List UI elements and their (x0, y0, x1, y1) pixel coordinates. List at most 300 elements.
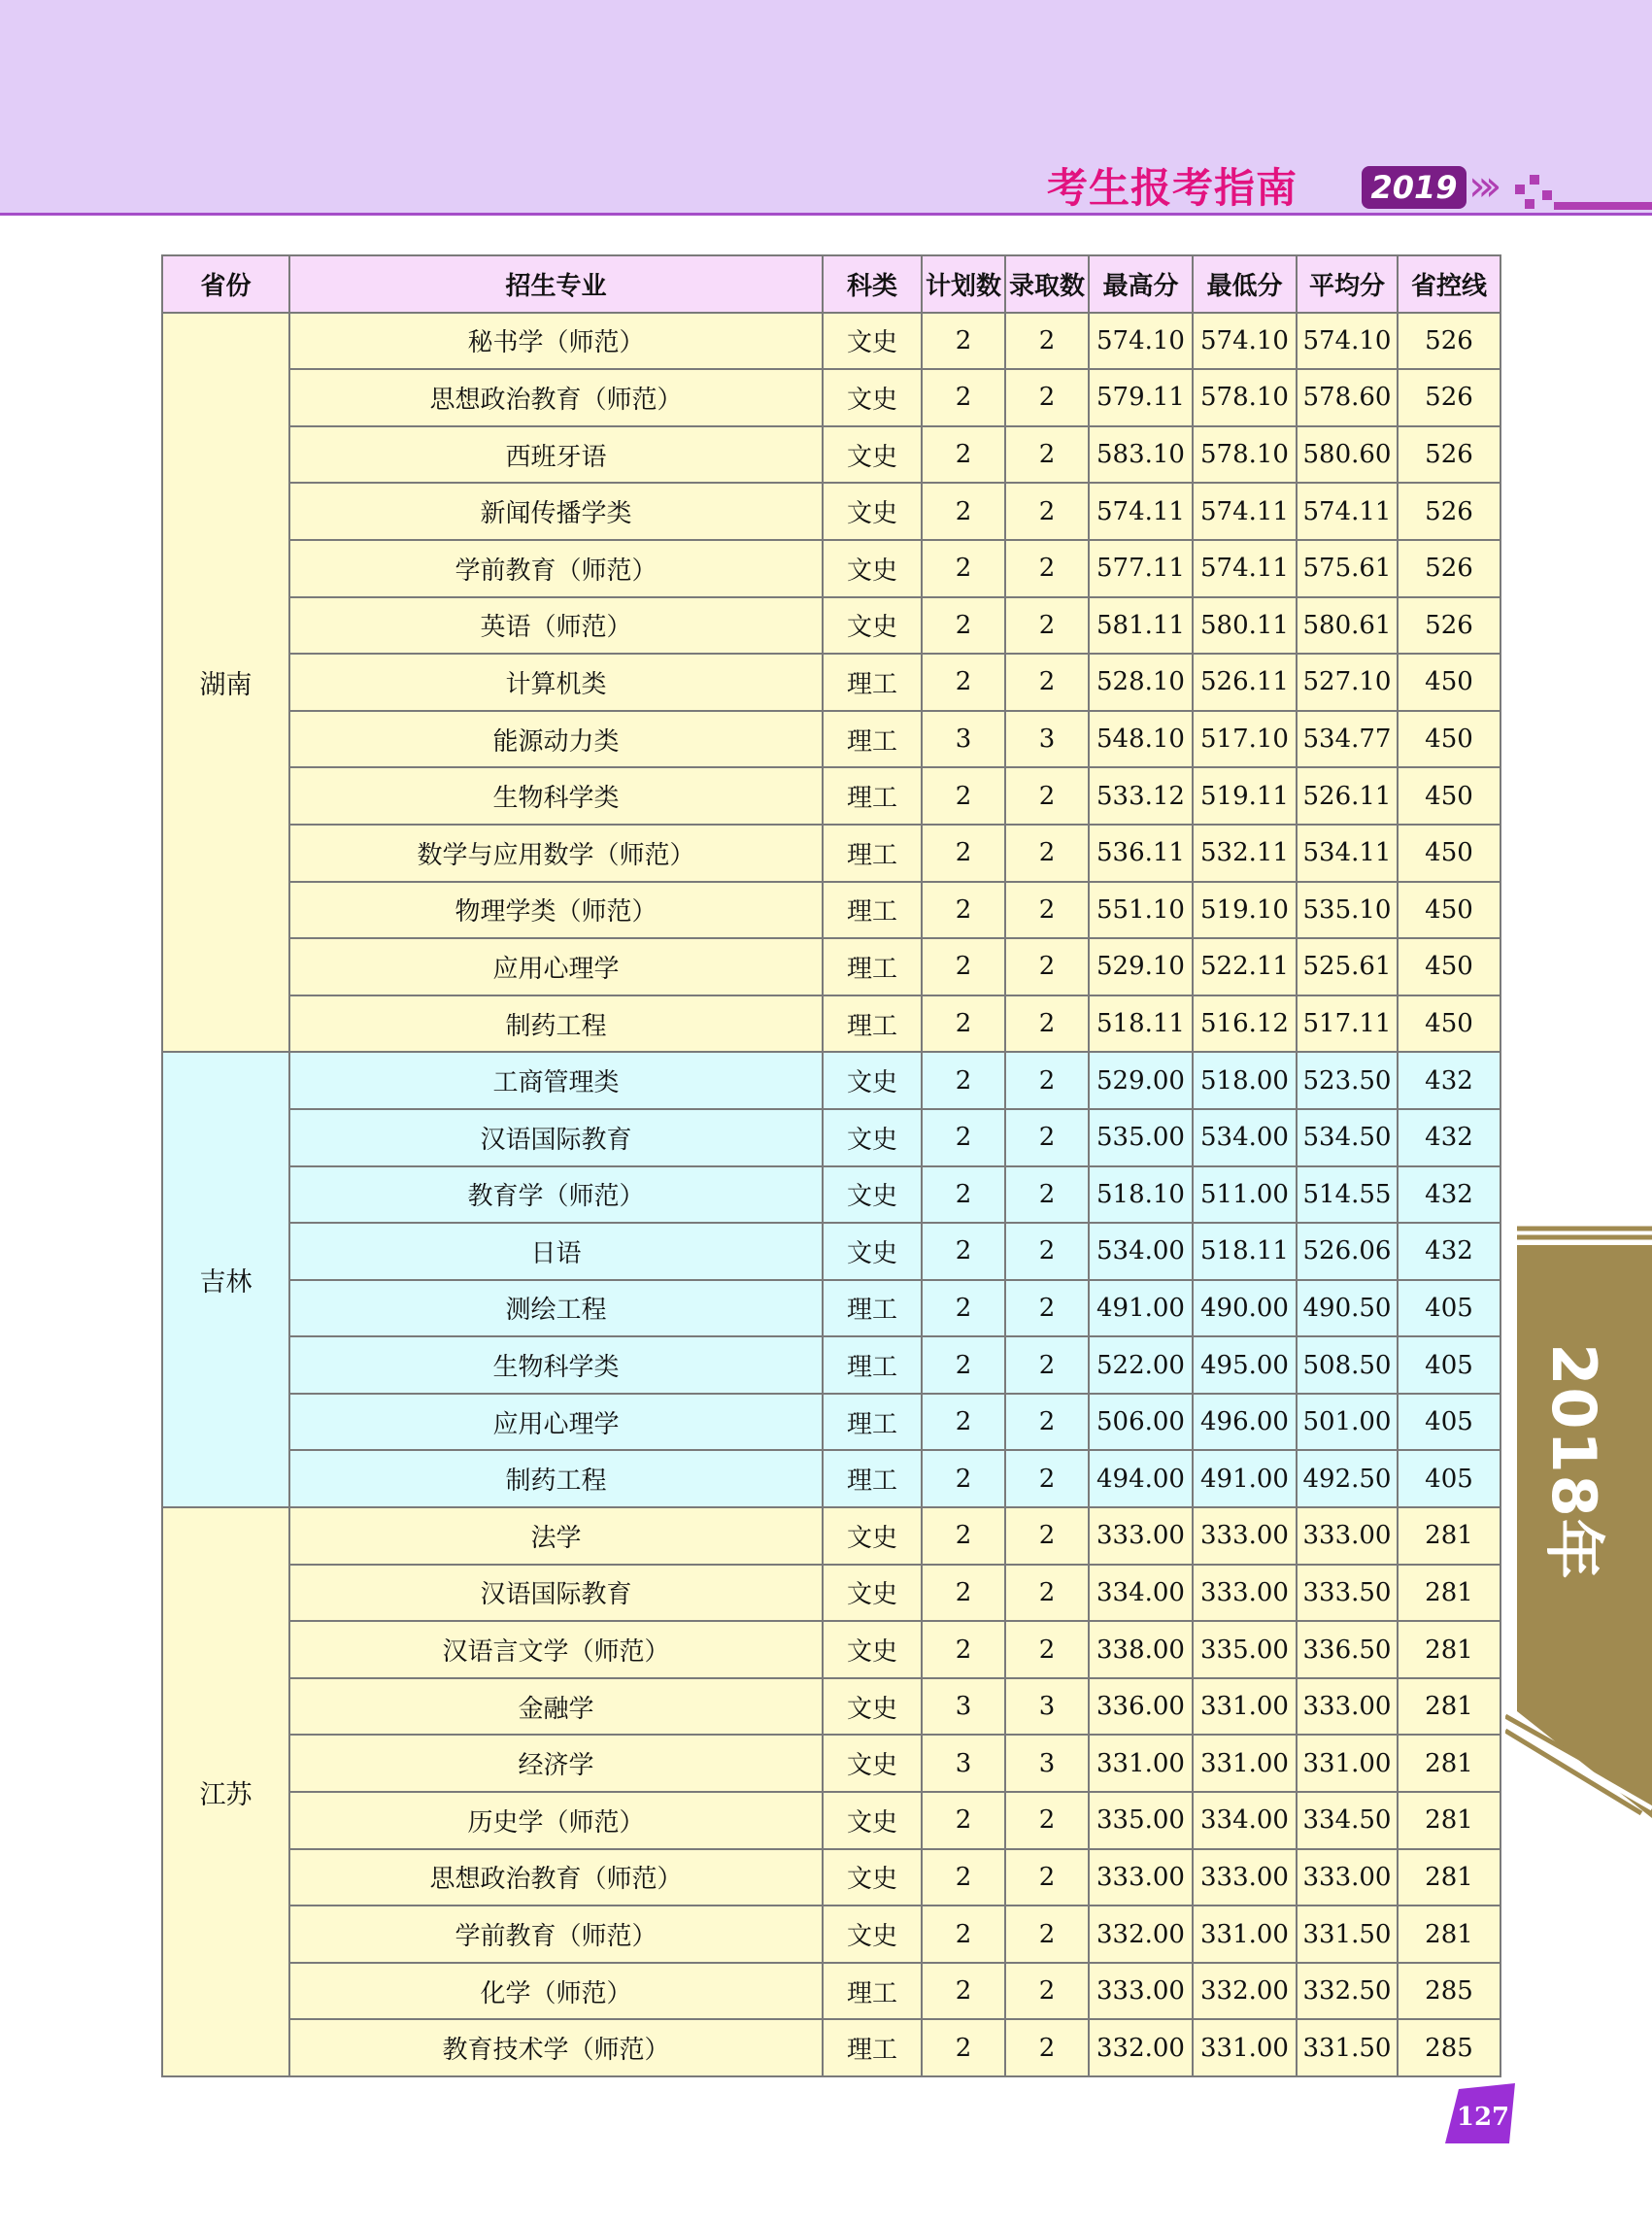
min-score-cell: 331.00 (1193, 1735, 1297, 1792)
avg-score-cell: 333.00 (1297, 1849, 1398, 1906)
min-score-cell: 331.00 (1193, 2019, 1297, 2076)
avg-score-cell: 534.11 (1297, 825, 1398, 882)
major-cell: 物理学类（师范） (289, 882, 823, 939)
column-header: 科类 (823, 255, 922, 313)
max-score-cell: 333.00 (1089, 1507, 1193, 1565)
category-cell: 文史 (823, 1906, 922, 1963)
table-row (162, 1166, 1500, 1224)
max-score-cell: 332.00 (1089, 2019, 1193, 2076)
plan-count-cell: 2 (922, 1621, 1005, 1678)
avg-score-cell: 527.10 (1297, 654, 1398, 711)
category-cell: 文史 (823, 426, 922, 484)
table-header-row (162, 255, 1500, 313)
plan-count-cell: 2 (922, 369, 1005, 426)
major-cell: 学前教育（师范） (289, 1906, 823, 1963)
control-line-cell: 450 (1398, 995, 1500, 1053)
min-score-cell: 332.00 (1193, 1963, 1297, 2020)
min-score-cell: 333.00 (1193, 1849, 1297, 1906)
major-cell: 工商管理类 (289, 1052, 823, 1109)
plan-count-cell: 2 (922, 1906, 1005, 1963)
category-cell: 理工 (823, 1280, 922, 1337)
control-line-cell: 281 (1398, 1565, 1500, 1622)
major-cell: 汉语国际教育 (289, 1565, 823, 1622)
pixel-decoration-icon (1515, 185, 1525, 194)
max-score-cell: 583.10 (1089, 426, 1193, 484)
max-score-cell: 336.00 (1089, 1678, 1193, 1736)
control-line-cell: 450 (1398, 882, 1500, 939)
table-row (162, 483, 1500, 540)
table-row (162, 767, 1500, 825)
min-score-cell: 334.00 (1193, 1792, 1297, 1849)
table-row (162, 1450, 1500, 1507)
avg-score-cell: 490.50 (1297, 1280, 1398, 1337)
category-cell: 文史 (823, 1678, 922, 1736)
avg-score-cell: 331.50 (1297, 1906, 1398, 1963)
table-row (162, 540, 1500, 597)
plan-count-cell: 2 (922, 654, 1005, 711)
control-line-cell: 281 (1398, 1849, 1500, 1906)
table-row (162, 1906, 1500, 1963)
table-row (162, 1621, 1500, 1678)
major-cell: 应用心理学 (289, 938, 823, 995)
avg-score-cell: 526.06 (1297, 1223, 1398, 1280)
major-cell: 法学 (289, 1507, 823, 1565)
table-row (162, 1109, 1500, 1166)
table-row (162, 1792, 1500, 1849)
major-cell: 生物科学类 (289, 1336, 823, 1394)
plan-count-cell: 2 (922, 1963, 1005, 2020)
min-score-cell: 331.00 (1193, 1906, 1297, 1963)
avg-score-cell: 574.11 (1297, 483, 1398, 540)
admitted-count-cell: 2 (1005, 938, 1089, 995)
control-line-cell: 526 (1398, 369, 1500, 426)
major-cell: 新闻传播学类 (289, 483, 823, 540)
max-score-cell: 577.11 (1089, 540, 1193, 597)
category-cell: 文史 (823, 1507, 922, 1565)
table-row (162, 938, 1500, 995)
category-cell: 文史 (823, 1166, 922, 1224)
plan-count-cell: 3 (922, 711, 1005, 768)
avg-score-cell: 574.10 (1297, 313, 1398, 370)
min-score-cell: 519.11 (1193, 767, 1297, 825)
category-cell: 理工 (823, 938, 922, 995)
category-cell: 理工 (823, 711, 922, 768)
plan-count-cell: 2 (922, 1394, 1005, 1451)
admitted-count-cell: 2 (1005, 483, 1089, 540)
major-cell: 计算机类 (289, 654, 823, 711)
avg-score-cell: 333.50 (1297, 1565, 1398, 1622)
major-cell: 能源动力类 (289, 711, 823, 768)
admitted-count-cell: 2 (1005, 1963, 1089, 2020)
major-cell: 西班牙语 (289, 426, 823, 484)
control-line-cell: 405 (1398, 1450, 1500, 1507)
admitted-count-cell: 2 (1005, 1166, 1089, 1224)
avg-score-cell: 333.00 (1297, 1507, 1398, 1565)
avg-score-cell: 501.00 (1297, 1394, 1398, 1451)
max-score-cell: 574.10 (1089, 313, 1193, 370)
avg-score-cell: 535.10 (1297, 882, 1398, 939)
control-line-cell: 285 (1398, 1963, 1500, 2020)
table-row (162, 1223, 1500, 1280)
avg-score-cell: 580.61 (1297, 597, 1398, 655)
guide-title: 考生报考指南 (1047, 164, 1298, 212)
admitted-count-cell: 2 (1005, 540, 1089, 597)
min-score-cell: 517.10 (1193, 711, 1297, 768)
column-header: 录取数 (1005, 255, 1089, 313)
category-cell: 理工 (823, 825, 922, 882)
plan-count-cell: 2 (922, 1565, 1005, 1622)
avg-score-cell: 578.60 (1297, 369, 1398, 426)
admitted-count-cell: 2 (1005, 825, 1089, 882)
column-header: 计划数 (922, 255, 1005, 313)
major-cell: 经济学 (289, 1735, 823, 1792)
control-line-cell: 281 (1398, 1735, 1500, 1792)
min-score-cell: 522.11 (1193, 938, 1297, 995)
header-rule (0, 213, 1652, 216)
max-score-cell: 574.11 (1089, 483, 1193, 540)
max-score-cell: 335.00 (1089, 1792, 1193, 1849)
category-cell: 文史 (823, 483, 922, 540)
table-row (162, 711, 1500, 768)
control-line-cell: 432 (1398, 1166, 1500, 1224)
avg-score-cell: 508.50 (1297, 1336, 1398, 1394)
major-cell: 教育技术学（师范） (289, 2019, 823, 2076)
admitted-count-cell: 2 (1005, 767, 1089, 825)
control-line-cell: 281 (1398, 1792, 1500, 1849)
category-cell: 文史 (823, 1052, 922, 1109)
admitted-count-cell: 2 (1005, 2019, 1089, 2076)
admitted-count-cell: 3 (1005, 1735, 1089, 1792)
control-line-cell: 405 (1398, 1336, 1500, 1394)
admitted-count-cell: 2 (1005, 654, 1089, 711)
side-year-text: 2018年 (1537, 1342, 1609, 1581)
admitted-count-cell: 2 (1005, 313, 1089, 370)
avg-score-cell: 525.61 (1297, 938, 1398, 995)
plan-count-cell: 2 (922, 313, 1005, 370)
category-cell: 文史 (823, 1735, 922, 1792)
admitted-count-cell: 2 (1005, 597, 1089, 655)
max-score-cell: 534.00 (1089, 1223, 1193, 1280)
avg-score-cell: 333.00 (1297, 1678, 1398, 1736)
max-score-cell: 535.00 (1089, 1109, 1193, 1166)
min-score-cell: 580.11 (1193, 597, 1297, 655)
control-line-cell: 432 (1398, 1052, 1500, 1109)
max-score-cell: 528.10 (1089, 654, 1193, 711)
admitted-count-cell: 2 (1005, 1280, 1089, 1337)
max-score-cell: 332.00 (1089, 1906, 1193, 1963)
avg-score-cell: 523.50 (1297, 1052, 1398, 1109)
max-score-cell: 581.11 (1089, 597, 1193, 655)
min-score-cell: 574.11 (1193, 540, 1297, 597)
control-line-cell: 450 (1398, 825, 1500, 882)
admitted-count-cell: 2 (1005, 1223, 1089, 1280)
major-cell: 测绘工程 (289, 1280, 823, 1337)
category-cell: 理工 (823, 654, 922, 711)
max-score-cell: 494.00 (1089, 1450, 1193, 1507)
table-row (162, 1394, 1500, 1451)
control-line-cell: 450 (1398, 711, 1500, 768)
control-line-cell: 526 (1398, 483, 1500, 540)
admitted-count-cell: 2 (1005, 1394, 1089, 1451)
max-score-cell: 491.00 (1089, 1280, 1193, 1337)
min-score-cell: 578.10 (1193, 426, 1297, 484)
province-cell: 湖南 (162, 313, 289, 1053)
max-score-cell: 579.11 (1089, 369, 1193, 426)
category-cell: 文史 (823, 1223, 922, 1280)
admitted-count-cell: 2 (1005, 1507, 1089, 1565)
admitted-count-cell: 2 (1005, 426, 1089, 484)
max-score-cell: 548.10 (1089, 711, 1193, 768)
category-cell: 理工 (823, 1963, 922, 2020)
table-row (162, 654, 1500, 711)
admitted-count-cell: 2 (1005, 1621, 1089, 1678)
admitted-count-cell: 2 (1005, 369, 1089, 426)
table-row (162, 597, 1500, 655)
table-row (162, 1052, 1500, 1109)
table-row (162, 1678, 1500, 1736)
max-score-cell: 333.00 (1089, 1849, 1193, 1906)
min-score-cell: 491.00 (1193, 1450, 1297, 1507)
avg-score-cell: 514.55 (1297, 1166, 1398, 1224)
control-line-cell: 526 (1398, 313, 1500, 370)
major-cell: 金融学 (289, 1678, 823, 1736)
min-score-cell: 532.11 (1193, 825, 1297, 882)
major-cell: 化学（师范） (289, 1963, 823, 2020)
plan-count-cell: 2 (922, 540, 1005, 597)
max-score-cell: 533.12 (1089, 767, 1193, 825)
plan-count-cell: 2 (922, 483, 1005, 540)
avg-score-cell: 331.50 (1297, 2019, 1398, 2076)
control-line-cell: 281 (1398, 1507, 1500, 1565)
category-cell: 理工 (823, 882, 922, 939)
plan-count-cell: 2 (922, 1336, 1005, 1394)
table-row (162, 1507, 1500, 1565)
plan-count-cell: 2 (922, 1166, 1005, 1224)
table-row (162, 1849, 1500, 1906)
control-line-cell: 450 (1398, 767, 1500, 825)
min-score-cell: 333.00 (1193, 1565, 1297, 1622)
table-row (162, 1280, 1500, 1337)
pixel-decoration-icon (1525, 199, 1534, 209)
table-row (162, 882, 1500, 939)
admitted-count-cell: 2 (1005, 1052, 1089, 1109)
admitted-count-cell: 3 (1005, 711, 1089, 768)
avg-score-cell: 534.50 (1297, 1109, 1398, 1166)
min-score-cell: 518.11 (1193, 1223, 1297, 1280)
plan-count-cell: 3 (922, 1735, 1005, 1792)
avg-score-cell: 492.50 (1297, 1450, 1398, 1507)
major-cell: 应用心理学 (289, 1394, 823, 1451)
min-score-cell: 574.10 (1193, 313, 1297, 370)
min-score-cell: 331.00 (1193, 1678, 1297, 1736)
column-header: 最高分 (1089, 255, 1193, 313)
min-score-cell: 534.00 (1193, 1109, 1297, 1166)
guide-year-badge: 2019 (1362, 166, 1467, 209)
category-cell: 文史 (823, 313, 922, 370)
max-score-cell: 331.00 (1089, 1735, 1193, 1792)
max-score-cell: 338.00 (1089, 1621, 1193, 1678)
category-cell: 文史 (823, 369, 922, 426)
min-score-cell: 335.00 (1193, 1621, 1297, 1678)
category-cell: 文史 (823, 1792, 922, 1849)
plan-count-cell: 3 (922, 1678, 1005, 1736)
column-header: 最低分 (1193, 255, 1297, 313)
control-line-cell: 432 (1398, 1109, 1500, 1166)
plan-count-cell: 2 (922, 825, 1005, 882)
control-line-cell: 405 (1398, 1280, 1500, 1337)
category-cell: 文史 (823, 597, 922, 655)
min-score-cell: 511.00 (1193, 1166, 1297, 1224)
avg-score-cell: 526.11 (1297, 767, 1398, 825)
table-row (162, 313, 1500, 370)
plan-count-cell: 2 (922, 1052, 1005, 1109)
major-cell: 制药工程 (289, 1450, 823, 1507)
table-row (162, 1963, 1500, 2020)
category-cell: 文史 (823, 1565, 922, 1622)
max-score-cell: 506.00 (1089, 1394, 1193, 1451)
category-cell: 文史 (823, 540, 922, 597)
major-cell: 数学与应用数学（师范） (289, 825, 823, 882)
admitted-count-cell: 2 (1005, 1450, 1089, 1507)
major-cell: 思想政治教育（师范） (289, 1849, 823, 1906)
control-line-cell: 281 (1398, 1621, 1500, 1678)
category-cell: 理工 (823, 1336, 922, 1394)
min-score-cell: 526.11 (1193, 654, 1297, 711)
pixel-decoration-icon (1530, 175, 1539, 185)
table-row (162, 1735, 1500, 1792)
control-line-cell: 281 (1398, 1906, 1500, 1963)
column-header: 招生专业 (289, 255, 823, 313)
plan-count-cell: 2 (922, 1223, 1005, 1280)
min-score-cell: 496.00 (1193, 1394, 1297, 1451)
table-row (162, 1336, 1500, 1394)
control-line-cell: 450 (1398, 938, 1500, 995)
major-cell: 教育学（师范） (289, 1166, 823, 1224)
plan-count-cell: 2 (922, 1849, 1005, 1906)
avg-score-cell: 517.11 (1297, 995, 1398, 1053)
category-cell: 理工 (823, 995, 922, 1053)
plan-count-cell: 2 (922, 1450, 1005, 1507)
control-line-cell: 405 (1398, 1394, 1500, 1451)
table-row (162, 2019, 1500, 2076)
avg-score-cell: 534.77 (1297, 711, 1398, 768)
major-cell: 历史学（师范） (289, 1792, 823, 1849)
min-score-cell: 495.00 (1193, 1336, 1297, 1394)
major-cell: 日语 (289, 1223, 823, 1280)
plan-count-cell: 2 (922, 882, 1005, 939)
avg-score-cell: 334.50 (1297, 1792, 1398, 1849)
plan-count-cell: 2 (922, 1792, 1005, 1849)
max-score-cell: 518.11 (1089, 995, 1193, 1053)
admitted-count-cell: 2 (1005, 1109, 1089, 1166)
plan-count-cell: 2 (922, 426, 1005, 484)
major-cell: 制药工程 (289, 995, 823, 1053)
major-cell: 秘书学（师范） (289, 313, 823, 370)
control-line-cell: 526 (1398, 597, 1500, 655)
control-line-cell: 526 (1398, 426, 1500, 484)
admitted-count-cell: 2 (1005, 1336, 1089, 1394)
admitted-count-cell: 2 (1005, 1792, 1089, 1849)
plan-count-cell: 2 (922, 2019, 1005, 2076)
category-cell: 文史 (823, 1109, 922, 1166)
avg-score-cell: 580.60 (1297, 426, 1398, 484)
major-cell: 思想政治教育（师范） (289, 369, 823, 426)
table-row (162, 426, 1500, 484)
major-cell: 汉语言文学（师范） (289, 1621, 823, 1678)
category-cell: 理工 (823, 1450, 922, 1507)
admitted-count-cell: 2 (1005, 1849, 1089, 1906)
table-row (162, 369, 1500, 426)
category-cell: 文史 (823, 1849, 922, 1906)
max-score-cell: 529.10 (1089, 938, 1193, 995)
max-score-cell: 529.00 (1089, 1052, 1193, 1109)
admitted-count-cell: 2 (1005, 1565, 1089, 1622)
min-score-cell: 578.10 (1193, 369, 1297, 426)
table-row (162, 995, 1500, 1053)
max-score-cell: 551.10 (1089, 882, 1193, 939)
plan-count-cell: 2 (922, 995, 1005, 1053)
avg-score-cell: 332.50 (1297, 1963, 1398, 2020)
avg-score-cell: 331.00 (1297, 1735, 1398, 1792)
max-score-cell: 522.00 (1089, 1336, 1193, 1394)
column-header: 平均分 (1297, 255, 1398, 313)
control-line-cell: 450 (1398, 654, 1500, 711)
admission-score-table (161, 254, 1501, 2077)
control-line-cell: 285 (1398, 2019, 1500, 2076)
min-score-cell: 490.00 (1193, 1280, 1297, 1337)
table-row (162, 1565, 1500, 1622)
category-cell: 理工 (823, 2019, 922, 2076)
min-score-cell: 516.12 (1193, 995, 1297, 1053)
max-score-cell: 334.00 (1089, 1565, 1193, 1622)
major-cell: 生物科学类 (289, 767, 823, 825)
pixel-decoration-icon (1542, 190, 1552, 200)
plan-count-cell: 2 (922, 1280, 1005, 1337)
min-score-cell: 574.11 (1193, 483, 1297, 540)
max-score-cell: 333.00 (1089, 1963, 1193, 2020)
side-tab-year-label (1500, 1335, 1652, 1588)
max-score-cell: 518.10 (1089, 1166, 1193, 1224)
column-header: 省控线 (1398, 255, 1500, 313)
major-cell: 学前教育（师范） (289, 540, 823, 597)
plan-count-cell: 2 (922, 1109, 1005, 1166)
admitted-count-cell: 2 (1005, 1906, 1089, 1963)
category-cell: 文史 (823, 1621, 922, 1678)
admitted-count-cell: 2 (1005, 882, 1089, 939)
avg-score-cell: 575.61 (1297, 540, 1398, 597)
major-cell: 英语（师范） (289, 597, 823, 655)
admitted-count-cell: 3 (1005, 1678, 1089, 1736)
province-cell: 江苏 (162, 1507, 289, 2076)
province-cell: 吉林 (162, 1052, 289, 1507)
category-cell: 理工 (823, 767, 922, 825)
control-line-cell: 432 (1398, 1223, 1500, 1280)
plan-count-cell: 2 (922, 597, 1005, 655)
plan-count-cell: 2 (922, 938, 1005, 995)
major-cell: 汉语国际教育 (289, 1109, 823, 1166)
min-score-cell: 333.00 (1193, 1507, 1297, 1565)
pixel-decoration-icon (1554, 202, 1652, 210)
page-number: 127 (1456, 2103, 1510, 2132)
plan-count-cell: 2 (922, 767, 1005, 825)
max-score-cell: 536.11 (1089, 825, 1193, 882)
min-score-cell: 518.00 (1193, 1052, 1297, 1109)
avg-score-cell: 336.50 (1297, 1621, 1398, 1678)
control-line-cell: 281 (1398, 1678, 1500, 1736)
category-cell: 理工 (823, 1394, 922, 1451)
min-score-cell: 519.10 (1193, 882, 1297, 939)
double-arrow-icon: »› (1468, 161, 1493, 211)
